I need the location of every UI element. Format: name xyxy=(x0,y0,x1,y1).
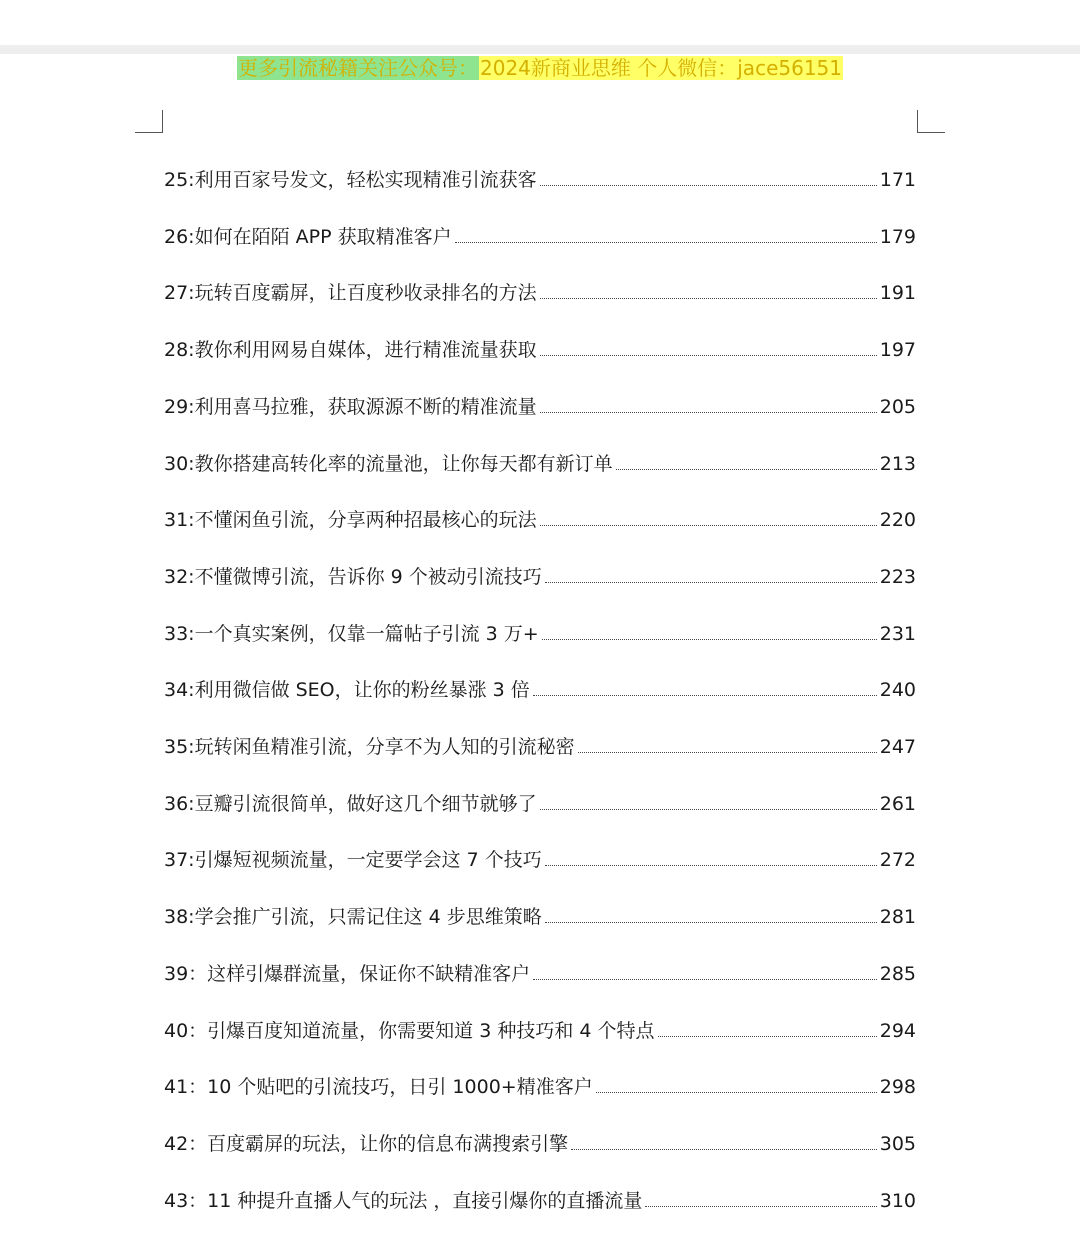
toc-entry[interactable] xyxy=(164,1186,916,1216)
toc-entry-page-number: 191 xyxy=(879,282,916,305)
toc-dot-leader xyxy=(545,581,877,583)
toc-entry-page-number: 261 xyxy=(879,792,916,815)
toc-entry[interactable] xyxy=(164,675,916,705)
toc-dot-leader xyxy=(540,524,877,526)
toc-dot-leader xyxy=(596,1091,877,1093)
toc-entry-page-number: 213 xyxy=(879,452,916,475)
toc-dot-leader xyxy=(545,921,877,923)
toc-entry[interactable] xyxy=(164,1016,916,1046)
top-toolbar-strip xyxy=(0,45,1080,54)
toc-entry-page-number: 179 xyxy=(879,225,916,248)
toc-entry-title: 28:教你利用网易自媒体，进行精准流量获取 xyxy=(164,339,537,362)
toc-entry-title: 30:教你搭建高转化率的流量池，让你每天都有新订单 xyxy=(164,452,613,475)
toc-entry-title: 35:玩转闲鱼精准引流，分享不为人知的引流秘密 xyxy=(164,736,575,758)
toc-entry-page-number: 247 xyxy=(879,736,916,758)
toc-entry-title: 31:不懂闲鱼引流，分享两种招最核心的玩法 xyxy=(164,509,537,532)
toc-entry-page-number: 197 xyxy=(879,339,916,362)
toc-dot-leader xyxy=(616,468,877,470)
toc-entry[interactable] xyxy=(164,335,916,365)
toc-entry[interactable] xyxy=(164,845,916,875)
toc-dot-leader xyxy=(540,184,877,186)
toc-entry-title: 34:利用微信做 SEO，让你的粉丝暴涨 3 倍 xyxy=(164,679,530,702)
toc-entry[interactable] xyxy=(164,222,916,252)
toc-entry-title: 38:学会推广引流，只需记住这 4 步思维策略 xyxy=(164,906,542,929)
toc-entry[interactable] xyxy=(164,165,916,195)
toc-entry[interactable] xyxy=(164,449,916,479)
toc-entry-page-number: 281 xyxy=(879,906,916,929)
toc-entry[interactable] xyxy=(164,902,916,932)
toc-entry-title: 26:如何在陌陌 APP 获取精准客户 xyxy=(164,225,452,248)
toc-entry-title: 41：10 个贴吧的引流技巧，日引 1000+精准客户 xyxy=(164,1076,593,1099)
toc-dot-leader xyxy=(542,638,877,640)
toc-entry-title: 36:豆瓣引流很简单，做好这几个细节就够了 xyxy=(164,792,537,815)
toc-entry[interactable] xyxy=(164,1072,916,1102)
toc-entry-title: 40：引爆百度知道流量，你需要知道 3 种技巧和 4 个特点 xyxy=(164,1019,655,1042)
toc-entry-title: 32:不懂微博引流，告诉你 9 个被动引流技巧 xyxy=(164,565,542,588)
toc-entry-page-number: 294 xyxy=(879,1019,916,1042)
toc-dot-leader xyxy=(533,694,877,696)
toc-dot-leader xyxy=(540,354,877,356)
toc-entry-page-number: 223 xyxy=(879,565,916,588)
toc-entry-page-number: 272 xyxy=(879,849,916,872)
toc-dot-leader xyxy=(455,241,877,243)
toc-dot-leader xyxy=(578,751,877,753)
toc-entry-page-number: 205 xyxy=(879,395,916,418)
toc-entry[interactable] xyxy=(164,392,916,422)
toc-dot-leader xyxy=(540,411,877,413)
toc-dot-leader xyxy=(645,1205,876,1207)
toc-entry-title: 29:利用喜马拉雅，获取源源不断的精准流量 xyxy=(164,395,537,418)
banner-text-green: 更多引流秘籍关注公众号： xyxy=(238,56,478,80)
toc-entry-page-number: 310 xyxy=(879,1189,916,1212)
toc-entry[interactable] xyxy=(164,619,916,649)
toc-entry[interactable] xyxy=(164,1129,916,1159)
toc-entry-title: 42：百度霸屏的玩法，让你的信息布满搜索引擎 xyxy=(164,1132,569,1155)
toc-entry-title: 37:引爆短视频流量，一定要学会这 7 个技巧 xyxy=(164,849,542,872)
promo-banner xyxy=(0,54,1080,82)
toc-entry-page-number: 285 xyxy=(879,962,916,985)
toc-entry-page-number: 220 xyxy=(879,509,916,532)
toc-dot-leader xyxy=(540,808,877,810)
banner-text-yellow: 2024新商业思维 个人微信：jace56151 xyxy=(480,56,842,80)
toc-entry-page-number: 171 xyxy=(879,169,916,191)
toc-entry[interactable] xyxy=(164,562,916,592)
toc-dot-leader xyxy=(571,1148,877,1150)
toc-entry-title: 33:一个真实案例，仅靠一篇帖子引流 3 万+ xyxy=(164,622,539,645)
toc-entry[interactable] xyxy=(164,959,916,989)
toc-dot-leader xyxy=(540,297,877,299)
toc-entry-title: 27:玩转百度霸屏，让百度秒收录排名的方法 xyxy=(164,282,537,305)
toc-entry-title: 39：这样引爆群流量，保证你不缺精准客户 xyxy=(164,962,531,985)
toc-entry-page-number: 231 xyxy=(879,622,916,645)
toc-dot-leader xyxy=(545,864,877,866)
toc-entry-page-number: 240 xyxy=(879,679,916,702)
toc-entry[interactable] xyxy=(164,505,916,535)
toc-entry-page-number: 298 xyxy=(879,1076,916,1099)
toc-entry-title: 25:利用百家号发文，轻松实现精准引流获客 xyxy=(164,169,537,191)
page-corner-mark-left xyxy=(135,110,163,133)
page-corner-mark-right xyxy=(917,110,945,133)
toc-entry[interactable] xyxy=(164,732,916,762)
toc-entry[interactable] xyxy=(164,278,916,308)
toc-dot-leader xyxy=(533,978,877,980)
toc-entry-page-number: 305 xyxy=(879,1132,916,1155)
toc-entry-title: 43：11 种提升直播人气的玩法 ，直接引爆你的直播流量 xyxy=(164,1189,643,1212)
toc-entry[interactable] xyxy=(164,789,916,819)
toc-dot-leader xyxy=(658,1035,877,1037)
